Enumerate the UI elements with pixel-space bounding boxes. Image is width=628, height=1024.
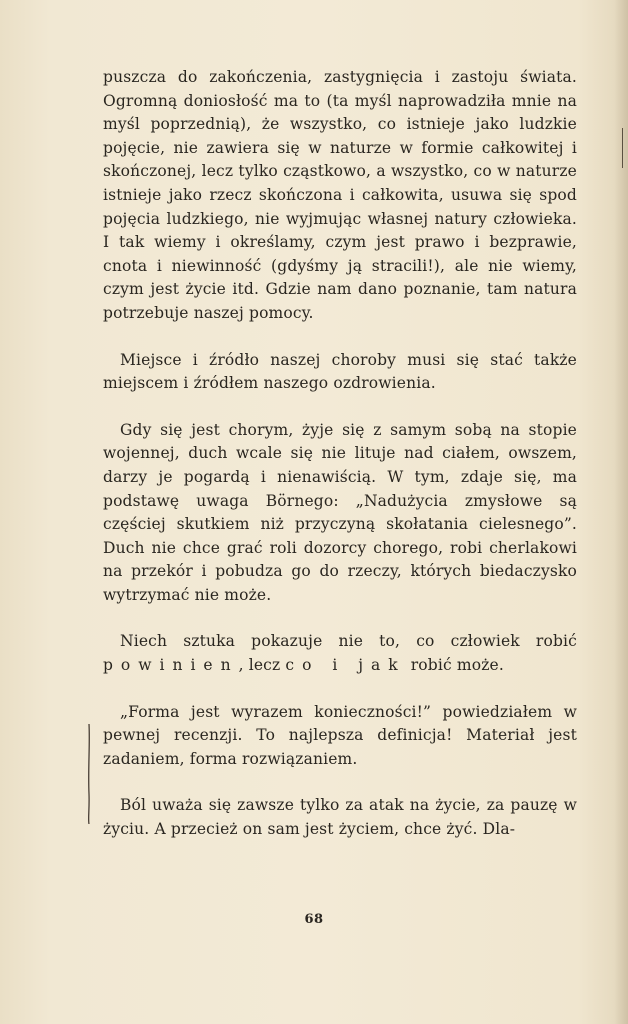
emphasis-co-i-jak: co i jak [285,656,406,675]
handwritten-margin-line [86,724,90,824]
paragraph-5: „Forma jest wyrazem konieczności!” powiedziałem w pewnej recenzji. To najlepsza definicja! Materiał jest zadaniem, forma rozwiązaniem. [103,702,577,768]
paragraph-6: Ból uważa się zawsze tylko za atak na życie, za pauzę w życiu. A przecież on sam jest życiem, chce żyć. Dla- [103,796,577,839]
paragraph-4 [103,630,577,677]
paragraph-1: puszcza do zakończenia, zastygnięcia i zastoju świata. Ogromną doniosłość ma to (ta myśl naprowadziła mnie na myśl poprzednią), że wszystko, co istnieje jako ludzkie pojęcie, nie zawiera się w naturze w formie całkowitej i skończonej, lecz tylko cząstkowo, a wszystko, co w naturze istnieje jako rzecz skończona i całkowita, usuwa się spod pojęcia ludzkiego, nie wyjmując własnej natury człowieka. I tak wiemy i określamy, czym jest prawo i bezprawie, cnota i niewinność (gdyśmy ją stracili!), ale nie wiemy, czym jest życie itd. Gdzie nam dano poznanie, tam natura potrzebuje naszej pomocy. [103,68,577,322]
emphasis-powinien: powinien [103,656,239,675]
right-margin-mark [621,128,624,168]
paragraph-2: Miejsce i źródło naszej choroby musi się stać także miejscem i źródłem naszego ozdrowienia. [103,350,577,393]
paragraph-4-part-2: , lecz [238,656,286,675]
paragraph-3: Gdy się jest chorym, żyje się z samym sobą na stopie wojennej, duch wcale się nie lituje nad ciałem, owszem, darzy je pogardą i nienawiścią. W tym, zdaje się, ma podstawę uwaga Börnego: „Nadużycia zmysłowe są częściej skutkiem niż przyczyną skołatania cielesnego”. Duch nie chce grać roli dozorcy chorego, robi cherlakowi na przekór i pobudza go do rzeczy, których biedaczysko wytrzymać nie może. [103,420,577,604]
page-number: 68 [304,912,324,927]
paragraph-4-part-1: Niech sztuka pokazuje nie to, co człowiek robić [120,632,577,651]
text-block [103,66,577,842]
paragraph-4-part-3: robić może. [405,656,504,675]
